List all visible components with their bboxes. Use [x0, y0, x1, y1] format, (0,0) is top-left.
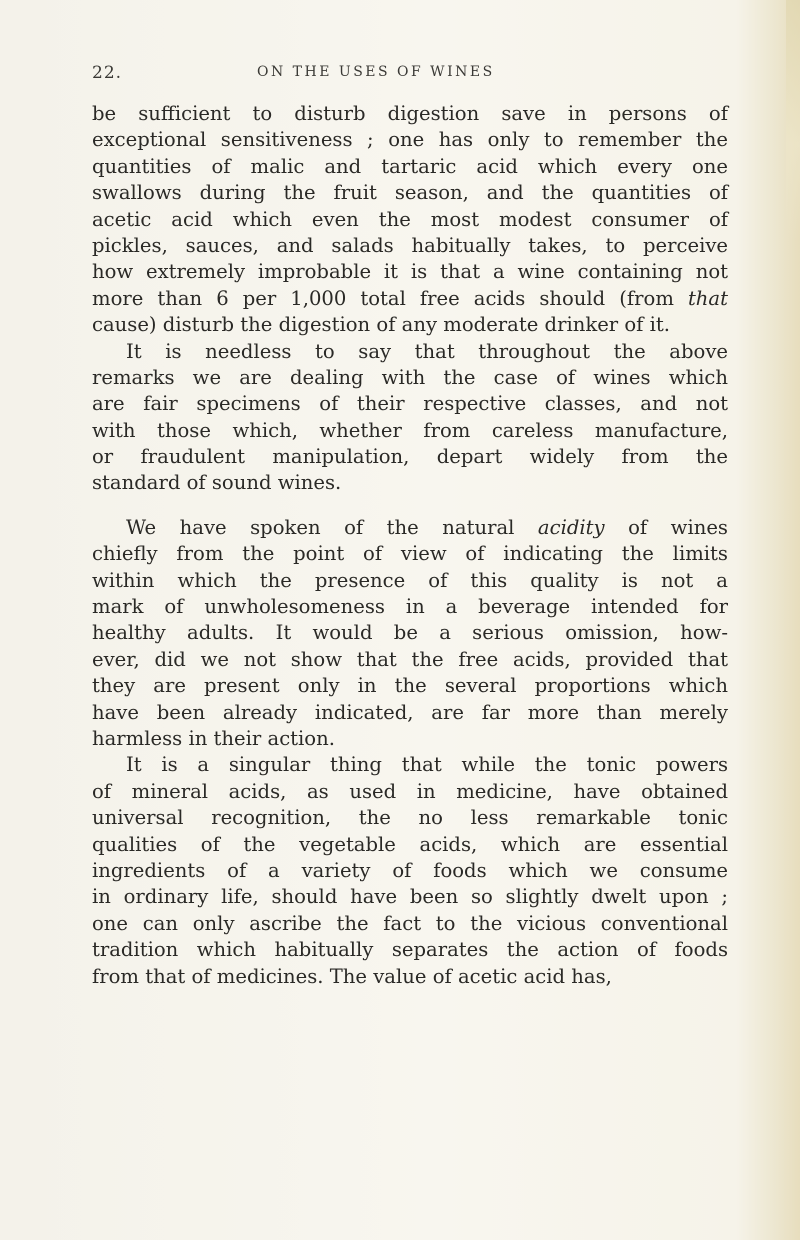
text-line — [92, 832, 728, 858]
text-run: We have spoken of the natural — [126, 515, 538, 539]
text-line — [92, 858, 728, 884]
page-edge-stain — [786, 0, 800, 240]
paragraph — [92, 101, 728, 339]
text-line — [92, 805, 728, 831]
text-run: more than 6 per 1,000 total free acids should (from — [92, 286, 688, 310]
text-run: from that of medicines. The value of acetic acid has, — [92, 964, 612, 988]
text-run: healthy adults. It would be a serious omission, how- — [92, 621, 728, 645]
text-line — [92, 515, 728, 541]
paragraph — [92, 752, 728, 990]
text-run: within which the presence of this quality is not a — [92, 568, 728, 592]
text-run: harmless in their action. — [92, 726, 335, 750]
text-line — [92, 726, 728, 752]
text-run: ever, did we not show that the free acids, provided that — [92, 647, 728, 671]
text-run: chiefly from the point of view of indicating the limits — [92, 542, 728, 566]
text-run: one can only ascribe the fact to the vicious conventional — [92, 911, 728, 935]
text-run: exceptional sensitiveness ; one has only to remember the — [92, 128, 728, 152]
text-line — [92, 937, 728, 963]
text-line — [92, 779, 728, 805]
paragraph — [92, 339, 728, 497]
text-line — [92, 418, 728, 444]
text-line — [92, 568, 728, 594]
text-line — [92, 470, 728, 496]
text-line — [92, 964, 728, 990]
text-line — [92, 594, 728, 620]
text-run: with those which, whether from careless manufacture, — [92, 418, 728, 442]
paragraph — [92, 515, 728, 753]
text-run: ingredients of a variety of foods which we consume — [92, 858, 728, 882]
text-run: cause) disturb the digestion of any moderate drinker of it. — [92, 313, 671, 337]
italic-text: that — [687, 286, 728, 310]
text-run: standard of sound wines. — [92, 471, 342, 495]
text-line — [92, 700, 728, 726]
paragraph-gap — [92, 497, 728, 515]
text-run: have been already indicated, are far more than merely — [92, 700, 728, 724]
text-line — [92, 154, 728, 180]
page-number: 22. — [92, 63, 123, 83]
text-run: It is a singular thing that while the tonic powers — [126, 753, 728, 777]
body-text — [92, 101, 728, 990]
text-run: swallows during the fruit season, and the quantities of — [92, 181, 728, 205]
text-line — [92, 884, 728, 910]
text-line — [92, 339, 728, 365]
text-line — [92, 180, 728, 206]
text-run: quantities of malic and tartaric acid which every one — [92, 154, 728, 178]
italic-text: acidity — [537, 515, 605, 539]
text-run: acetic acid which even the most modest consumer of — [92, 207, 728, 231]
page-header — [92, 63, 732, 87]
text-run: they are present only in the several proportions which — [92, 674, 728, 698]
text-line — [92, 365, 728, 391]
text-line — [92, 233, 728, 259]
text-run: or fraudulent manipulation, depart widely from the — [92, 445, 728, 469]
text-run: in ordinary life, should have been so slightly dwelt upon ; — [92, 885, 728, 909]
text-run: universal recognition, the no less remarkable tonic — [92, 806, 728, 830]
text-line — [92, 620, 728, 646]
text-line — [92, 127, 728, 153]
text-run: remarks we are dealing with the case of wines which — [92, 365, 728, 389]
text-line — [92, 673, 728, 699]
text-run: tradition which habitually separates the action of foods — [92, 938, 728, 962]
running-head: ON THE USES OF WINES — [257, 64, 495, 80]
text-line — [92, 752, 728, 778]
text-run: mark of unwholesomeness in a beverage intended for — [92, 595, 728, 619]
text-run: It is needless to say that throughout the above — [126, 339, 728, 363]
text-line — [92, 647, 728, 673]
text-run: qualities of the vegetable acids, which are essential — [92, 832, 728, 856]
text-line — [92, 391, 728, 417]
text-run: be sufficient to disturb digestion save in persons of — [92, 102, 728, 125]
text-line — [92, 207, 728, 233]
text-line — [92, 911, 728, 937]
text-run: pickles, sauces, and salads habitually takes, to perceive — [92, 233, 728, 257]
text-line — [92, 259, 728, 285]
text-line — [92, 101, 728, 127]
text-run: of mineral acids, as used in medicine, have obtained — [92, 779, 728, 803]
text-line — [92, 286, 728, 312]
text-run: of wines — [604, 515, 728, 539]
text-line — [92, 541, 728, 567]
text-line — [92, 312, 728, 338]
text-run: are fair specimens of their respective classes, and not — [92, 392, 728, 416]
text-run: how extremely improbable it is that a wine containing not — [92, 260, 728, 284]
text-line — [92, 444, 728, 470]
